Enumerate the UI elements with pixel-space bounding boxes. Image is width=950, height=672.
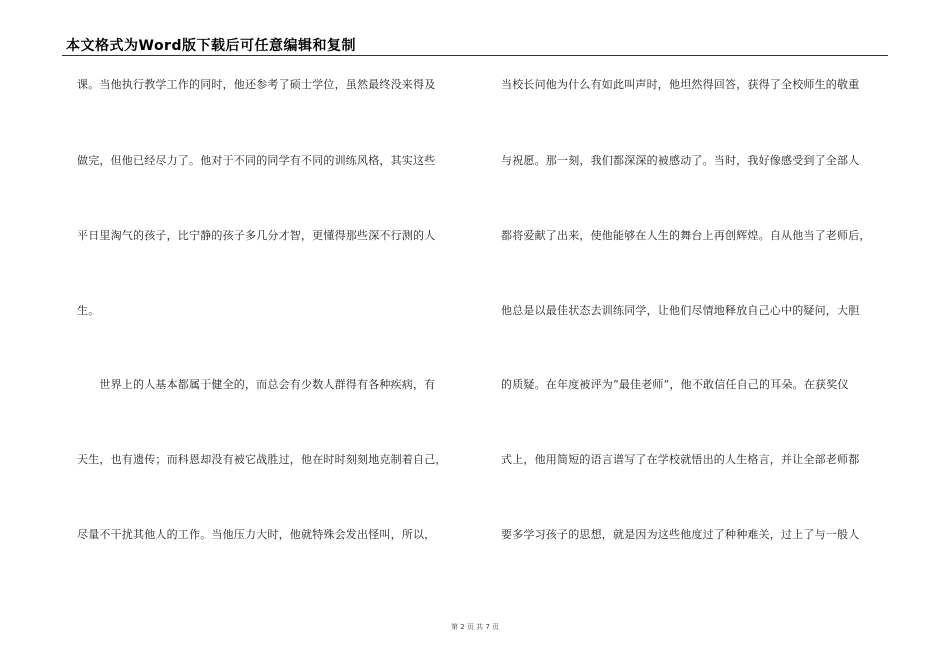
header-divider (62, 55, 888, 56)
document-header-title: 本文格式为Word版下载后可任意编辑和复制 (66, 38, 356, 54)
page-number-footer: 第 2 页 共 7 页 (450, 623, 500, 631)
body-text-line: 他总是以最佳状态去训练同学，让他们尽情地释放自己心中的疑问，大胆 (501, 304, 860, 317)
body-text-line: 式上，他用简短的语言谱写了在学校就悟出的人生格言，并让全部老师都 (501, 453, 860, 466)
body-text-line: 课。当他执行教学工作的同时，他还参考了硕士学位，虽然最终没来得及 (77, 78, 436, 91)
body-text-line: 世界上的人基本都属于健全的，而总会有少数人群得有各种疾病，有 (77, 378, 436, 391)
body-text-line: 做完，但他已经尽力了。他对于不同的同学有不同的训练风格，其实这些 (77, 154, 436, 167)
body-text-line: 都将爱献了出来，使他能够在人生的舞台上再创辉煌。自从他当了老师后， (501, 229, 871, 242)
body-text-line: 平日里淘气的孩子，比宁静的孩子多几分才智，更懂得那些深不行测的人 (77, 229, 436, 242)
body-text-line: 与祝愿。那一刻，我们都深深的被感动了。当时，我好像感受到了全部人 (501, 154, 860, 167)
body-text-line: 的质疑。在年度被评为“最佳老师”，他不敢信任自己的耳朵。在获奖仪 (501, 378, 849, 391)
body-text-line: 尽量不干扰其他人的工作。当他压力大时，他就特殊会发出怪叫，所以， (77, 528, 436, 541)
body-text-line: 天生，也有遗传；而科恩却没有被它战胜过，他在时时刻刻地克制着自己， (77, 453, 447, 466)
body-text-line: 生。 (77, 304, 100, 317)
body-text-line: 要多学习孩子的思想，就是因为这些他度过了种种难关，过上了与一般人 (501, 528, 860, 541)
body-text-line: 当校长问他为什么有如此叫声时，他坦然得回答，获得了全校师生的敬重 (501, 78, 860, 91)
